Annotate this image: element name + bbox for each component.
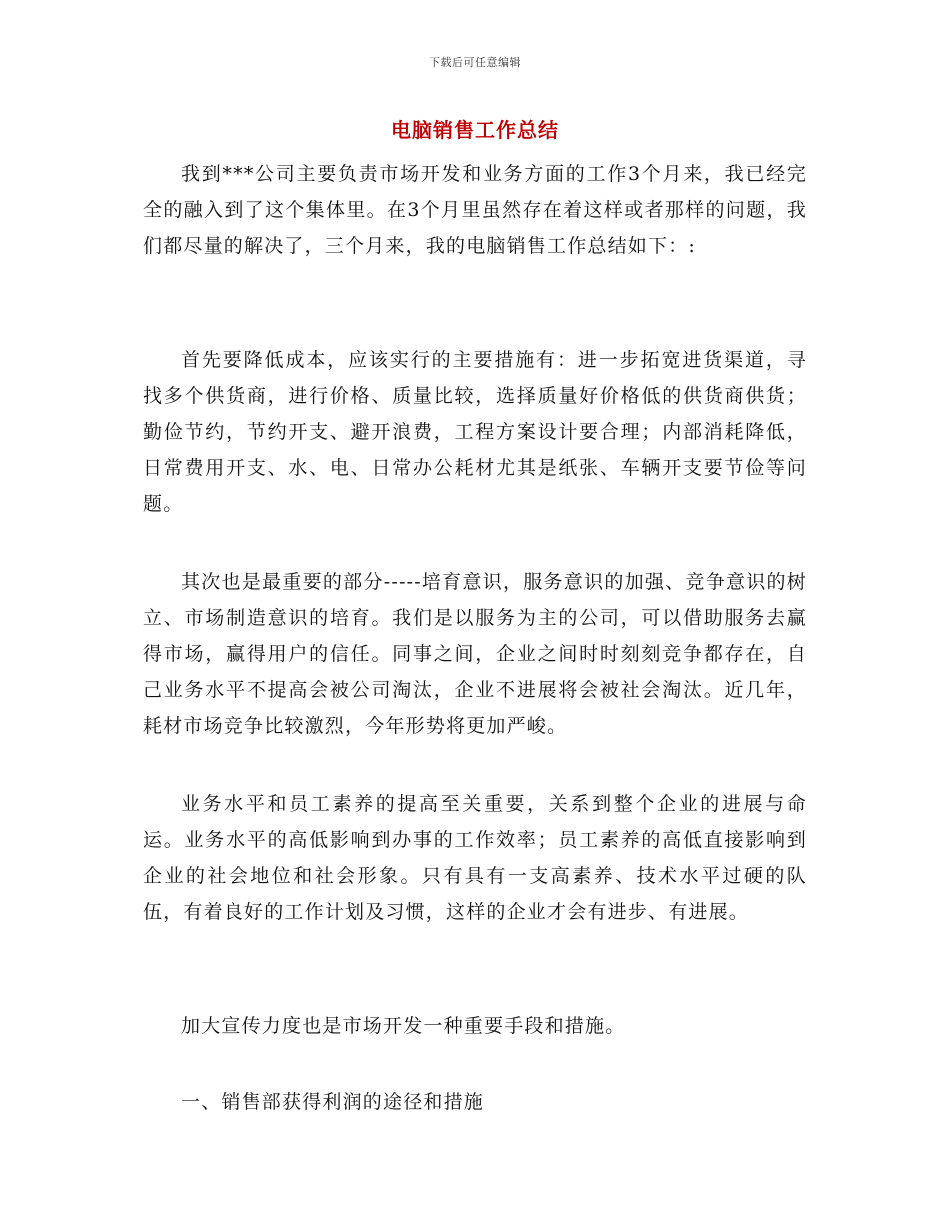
header-note: 下载后可任意编辑 [429,56,521,69]
paragraph-intro: 我到***公司主要负责市场开发和业务方面的工作3个月来，我已经完全的融入到了这个集体里。在3个月里虽然存在着这样或者那样的问题，我们都尽量的解决了，三个月来，我的电脑销售工作总结如下：: [143,163,807,257]
paragraph-promotion: 加大宣传力度也是市场开发一种重要手段和措施。 [181,1015,626,1037]
paragraph-staff-quality: 业务水平和员工素养的提高至关重要，关系到整个企业的进展与命运。业务水平的高低影响到办事的工作效率；员工素养的高低直接影响到企业的社会地位和社会形象。只有具有一支高素养、技术水平过硬的队伍，有着良好的工作计划及习惯，这样的企业才会有进步、有进展。 [143,793,807,923]
document-title: 电脑销售工作总结 [391,118,559,142]
section-heading-profit: 一、销售部获得利润的途径和措施 [181,1091,485,1113]
paragraph-cost-reduction: 首先要降低成本，应该实行的主要措施有：进一步拓宽进货渠道，寻找多个供货商，进行价格、质量比较，选择质量好价格低的供货商供货；勤俭节约，节约开支、避开浪费，工程方案设计要合理；内部消耗降低，日常费用开支、水、电、日常办公耗材尤其是纸张、车辆开支要节俭等问题。 [143,349,807,515]
paragraph-awareness: 其次也是最重要的部分-----培育意识，服务意识的加强、竞争意识的树立、市场制造意识的培育。我们是以服务为主的公司，可以借助服务去赢得市场，赢得用户的信任。同事之间，企业之间时时刻刻竞争都存在，自己业务水平不提高会被公司淘汰，企业不进展将会被社会淘汰。近几年，耗材市场竞争比较激烈，今年形势将更加严峻。 [143,571,807,737]
